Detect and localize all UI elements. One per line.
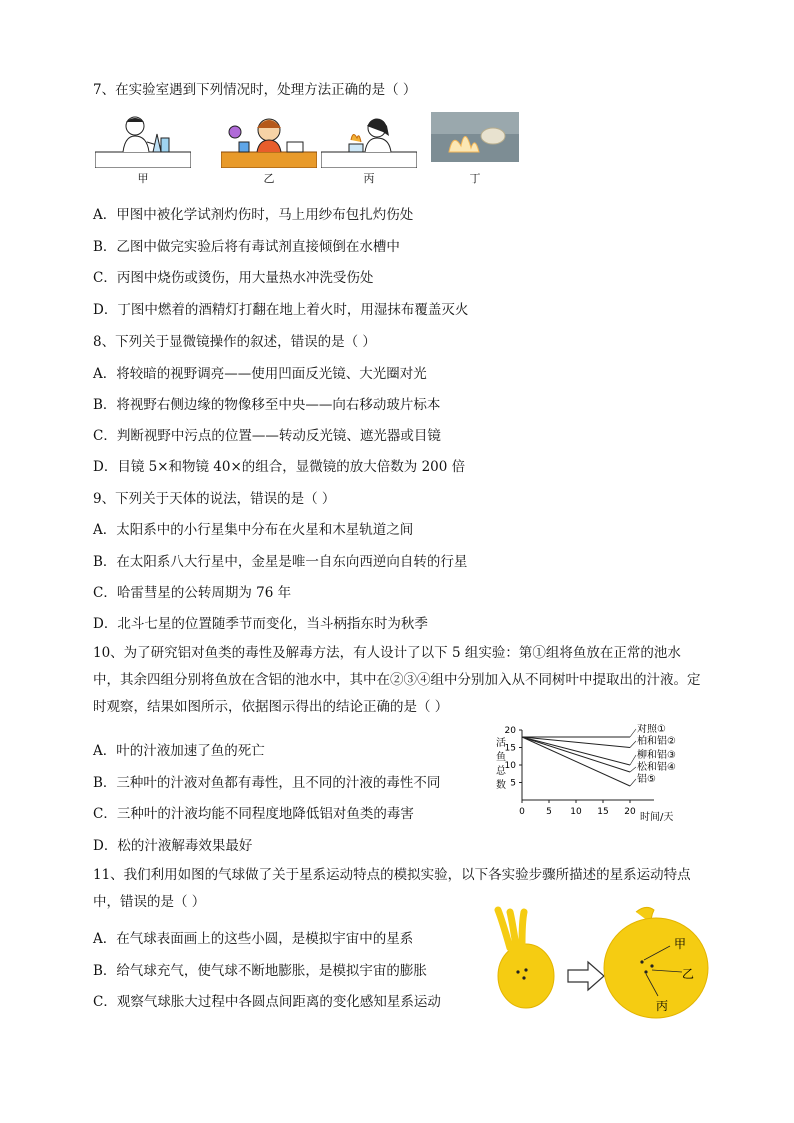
figure-ding	[431, 112, 519, 168]
y-axis-label-char: 总	[496, 766, 506, 777]
y-tick-label: 15	[504, 743, 516, 754]
y-tick-label: 20	[504, 726, 516, 736]
series-label: 柏和铝②	[637, 736, 676, 747]
figure-bing	[321, 112, 417, 168]
q9-option-c: C．哈雷彗星的公转周期为 76 年	[93, 585, 292, 601]
q9-option-a: A．太阳系中的小行星集中分布在火星和木星轨道之间	[93, 522, 414, 538]
q8-option-b: B．将视野右侧边缘的物像移至中央——向右移动玻片标本	[93, 397, 441, 413]
y-axis-label-char: 活	[496, 738, 506, 749]
figure-jia-label: 甲	[137, 172, 149, 185]
series-label: 柳和铝③	[637, 750, 676, 761]
q10-option-a: A．叶的汁液加速了鱼的死亡	[93, 743, 265, 759]
series-leader	[630, 729, 636, 737]
figure-yi-label: 乙	[263, 172, 275, 185]
x-axis-label: 时间/天	[640, 812, 674, 823]
q8-stem: 8、下列关于显微镜操作的叙述，错误的是（ ）	[93, 334, 376, 350]
y-axis-label-char: 数	[496, 780, 506, 791]
y-axis-label-char: 鱼	[496, 752, 506, 763]
q11-stem: 11、我们利用如图的气球做了关于星系运动特点的模拟实验，以下各实验步骤所描述的星系运动特点中，错误的是（ ）	[93, 867, 691, 910]
figure-bing-label: 丙	[363, 172, 375, 185]
q11-option-a: A．在气球表面画上的这些小圆，是模拟宇宙中的星系	[93, 931, 414, 947]
small-balloon-illustration	[498, 910, 554, 1008]
arrow-right-icon	[568, 962, 604, 990]
x-tick-label: 10	[570, 807, 582, 817]
x-tick-label: 20	[624, 807, 636, 817]
q10-option-d: D．松的汁液解毒效果最好	[93, 838, 253, 854]
series-label: 松和铝④	[637, 762, 676, 773]
q7-stem: 7、在实验室遇到下列情况时，处理方法正确的是（ ）	[93, 82, 417, 98]
q9-option-d: D．北斗七星的位置随季节而变化，当斗柄指东时为秋季	[93, 616, 428, 632]
balloon-label-jia: 甲	[674, 937, 687, 951]
q11-option-c: C．观察气球胀大过程中各圆点间距离的变化感知星系运动	[93, 994, 441, 1010]
figure-yi	[221, 112, 317, 168]
q7-option-b: B．乙图中做完实验后将有毒试剂直接倾倒在水槽中	[93, 239, 400, 255]
q11-option-b: B．给气球充气，使气球不断地膨胀，是模拟宇宙的膨胀	[93, 963, 427, 979]
q8-option-a: A．将较暗的视野调亮——使用凹面反光镜、大光圈对光	[93, 366, 427, 382]
q9-option-b: B．在太阳系八大行星中，金星是唯一自东向西逆向自转的行星	[93, 554, 468, 570]
q10-stem: 10、为了研究铝对鱼类的毒性及解毒方法，有人设计了以下 5 组实验：第①组将鱼放在正常的池水中，其余四组分别将鱼放在含铝的池水中，其中在②③④组中分别加入从不同树叶中提取出的汁液。定时观察，结果如图所示，依据图示得出的结论正确的是（ ）	[93, 645, 701, 715]
series-leader	[630, 741, 636, 748]
figure-jia	[95, 112, 191, 168]
balloon-figure	[486, 900, 716, 1020]
series-leader	[630, 779, 636, 786]
x-tick-label: 15	[597, 807, 609, 817]
fish-survival-chart	[488, 724, 688, 832]
q9-stem: 9、下列关于天体的说法，错误的是（ ）	[93, 491, 336, 507]
q8-option-c: C．判断视野中污点的位置——转动反光镜、遮光器或目镜	[93, 428, 441, 444]
large-balloon-illustration	[604, 907, 708, 1018]
q10-option-c: C．三种叶的汁液均能不同程度地降低铝对鱼类的毒害	[93, 806, 414, 822]
series-line	[522, 737, 630, 765]
series-leader	[630, 755, 636, 765]
x-tick-label: 5	[546, 807, 552, 817]
q7-figures	[95, 112, 525, 185]
series-label: 铝⑤	[637, 774, 656, 785]
q7-option-c: C．丙图中烧伤或烫伤，用大量热水冲洗受伤处	[93, 270, 374, 286]
x-tick-label: 0	[519, 807, 525, 817]
figure-ding-label: 丁	[469, 172, 481, 185]
balloon-label-yi: 乙	[682, 967, 695, 981]
series-label: 对照①	[637, 724, 666, 735]
q10-option-b: B．三种叶的汁液对鱼都有毒性，且不同的汁液的毒性不同	[93, 775, 441, 791]
series-leader	[630, 767, 636, 772]
q8-option-d: D．目镜 5×和物镜 40×的组合，显微镜的放大倍数为 200 倍	[93, 459, 466, 475]
series-line	[522, 737, 630, 786]
balloon-label-bing: 丙	[656, 999, 669, 1013]
y-tick-label: 5	[510, 778, 516, 789]
y-tick-label: 10	[504, 761, 516, 771]
q7-option-d: D．丁图中燃着的酒精灯打翻在地上着火时，用湿抹布覆盖灭火	[93, 302, 469, 318]
q7-option-a: A．甲图中被化学试剂灼伤时，马上用纱布包扎灼伤处	[93, 207, 414, 223]
